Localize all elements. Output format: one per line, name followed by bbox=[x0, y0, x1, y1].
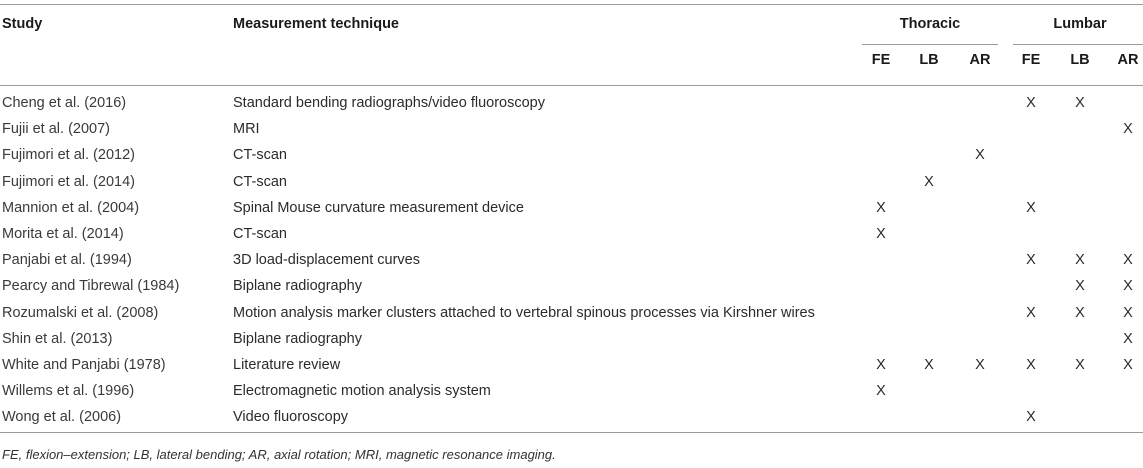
mark-cell: X bbox=[876, 383, 886, 400]
technique-cell: Literature review bbox=[233, 357, 341, 373]
mark-cell: X bbox=[1123, 278, 1133, 295]
table-row bbox=[0, 356, 1143, 382]
mark-cell: X bbox=[1123, 357, 1133, 373]
study-cell: Rozumalski et al. (2008) bbox=[2, 304, 159, 321]
mark-cell: X bbox=[975, 147, 985, 164]
study-cell: Morita et al. (2014) bbox=[2, 226, 124, 242]
mark-cell: X bbox=[1123, 304, 1133, 321]
table-row bbox=[0, 382, 1143, 408]
technique-cell: Electromagnetic motion analysis system bbox=[233, 383, 491, 400]
subheader-thoracic-ar: AR bbox=[969, 52, 991, 68]
subheader-lumbar-fe: FE bbox=[1021, 52, 1041, 68]
study-cell: Shin et al. (2013) bbox=[2, 330, 113, 347]
table-row bbox=[0, 251, 1143, 277]
mark-cell: X bbox=[924, 357, 934, 373]
lumbar-group-rule bbox=[1013, 44, 1143, 45]
table-row bbox=[0, 120, 1143, 146]
mark-cell: X bbox=[1075, 304, 1085, 321]
mark-cell: X bbox=[876, 199, 886, 216]
table-row bbox=[0, 277, 1143, 303]
technique-cell: Biplane radiography bbox=[233, 330, 362, 347]
mark-cell: X bbox=[1123, 121, 1133, 138]
header-lumbar: Lumbar bbox=[1053, 16, 1107, 32]
technique-cell: MRI bbox=[233, 121, 260, 138]
mark-cell: X bbox=[1123, 330, 1133, 347]
technique-cell: CT-scan bbox=[233, 173, 287, 190]
header-technique: Measurement technique bbox=[233, 16, 399, 32]
study-cell: Fujimori et al. (2014) bbox=[2, 173, 135, 190]
mark-cell: X bbox=[1075, 278, 1085, 295]
study-cell: Mannion et al. (2004) bbox=[2, 199, 140, 216]
header-bottom-rule bbox=[0, 85, 1143, 86]
technique-cell: 3D load-displacement curves bbox=[233, 252, 420, 269]
mark-cell: X bbox=[1026, 95, 1036, 111]
subheader-lumbar-lb: LB bbox=[1070, 52, 1090, 68]
study-cell: Fujimori et al. (2012) bbox=[2, 147, 135, 164]
header-thoracic: Thoracic bbox=[899, 16, 961, 32]
technique-cell: Standard bending radiographs/video fluoroscopy bbox=[233, 95, 545, 111]
table-row bbox=[0, 94, 1143, 120]
mark-cell: X bbox=[1075, 357, 1085, 373]
technique-cell: Biplane radiography bbox=[233, 278, 362, 295]
study-cell: White and Panjabi (1978) bbox=[2, 357, 166, 373]
table-footnote: FE, flexion–extension; LB, lateral bending; AR, axial rotation; MRI, magnetic resonance imaging. bbox=[2, 447, 556, 462]
mark-cell: X bbox=[1026, 252, 1036, 269]
study-cell: Willems et al. (1996) bbox=[2, 383, 135, 400]
mark-cell: X bbox=[1026, 409, 1036, 426]
mark-cell: X bbox=[876, 226, 886, 242]
study-cell: Fujii et al. (2007) bbox=[2, 121, 110, 138]
mark-cell: X bbox=[1026, 199, 1036, 216]
mark-cell: X bbox=[975, 357, 985, 373]
study-cell: Cheng et al. (2016) bbox=[2, 95, 127, 111]
table-row bbox=[0, 408, 1143, 434]
study-cell: Panjabi et al. (1994) bbox=[2, 252, 132, 269]
subheader-thoracic-fe: FE bbox=[871, 52, 891, 68]
table-top-rule bbox=[0, 4, 1143, 5]
technique-cell: CT-scan bbox=[233, 147, 287, 164]
mark-cell: X bbox=[876, 357, 886, 373]
mark-cell: X bbox=[1075, 252, 1085, 269]
table-row bbox=[0, 304, 1143, 330]
mark-cell: X bbox=[1075, 95, 1085, 111]
thoracic-group-rule bbox=[862, 44, 998, 45]
mark-cell: X bbox=[924, 173, 934, 190]
table-row bbox=[0, 225, 1143, 251]
technique-cell: CT-scan bbox=[233, 226, 287, 242]
table-row bbox=[0, 173, 1143, 199]
table-row bbox=[0, 146, 1143, 172]
table-bottom-rule bbox=[0, 432, 1143, 433]
table-row bbox=[0, 330, 1143, 356]
technique-cell: Motion analysis marker clusters attached to vertebral spinous processes via Kirshner wires bbox=[233, 304, 815, 321]
subheader-lumbar-ar: AR bbox=[1117, 52, 1139, 68]
header-study: Study bbox=[2, 16, 43, 32]
technique-cell: Video fluoroscopy bbox=[233, 409, 349, 426]
technique-cell: Spinal Mouse curvature measurement device bbox=[233, 199, 524, 216]
study-cell: Wong et al. (2006) bbox=[2, 409, 122, 426]
study-cell: Pearcy and Tibrewal (1984) bbox=[2, 278, 180, 295]
mark-cell: X bbox=[1026, 304, 1036, 321]
table-row bbox=[0, 199, 1143, 225]
subheader-thoracic-lb: LB bbox=[919, 52, 939, 68]
mark-cell: X bbox=[1026, 357, 1036, 373]
mark-cell: X bbox=[1123, 252, 1133, 269]
